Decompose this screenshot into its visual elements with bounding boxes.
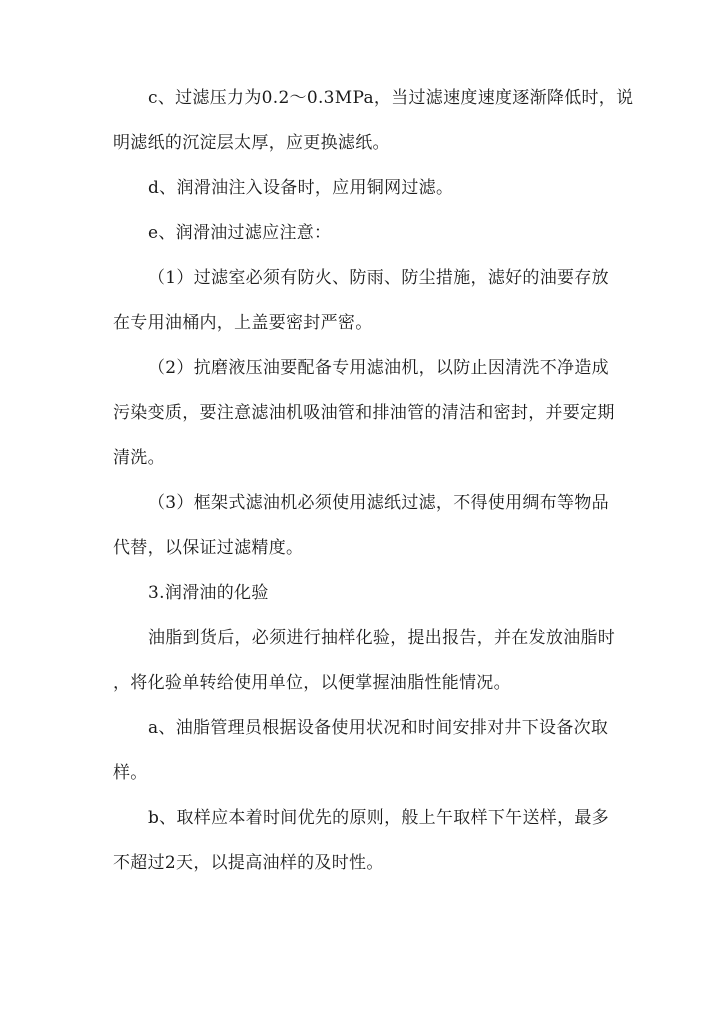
text-line-item-3-continued: 代替，以保证过滤精度。 (113, 538, 304, 558)
text-line-b-sampling-time: b、取样应本着时间优先的原则，般上午取样下午送样，最多 (148, 808, 609, 828)
text-line-a-sampling: a、油脂管理员根据设备使用状况和时间安排对井下设备次取 (148, 718, 609, 738)
text-line-item-2-end: 清洗。 (113, 448, 165, 468)
text-line-d-copper-mesh: d、润滑油注入设备时，应用铜网过滤。 (148, 178, 454, 198)
text-line-item-2: （2）抗磨液压油要配备专用滤油机，以防止因清洗不净造成 (148, 358, 609, 378)
text-line-item-2-continued: 污染变质，要注意滤油机吸油管和排油管的清洁和密封，并要定期 (113, 403, 615, 423)
text-line-c-continued: 明滤纸的沉淀层太厚，应更换滤纸。 (113, 133, 390, 153)
text-line-item-1: （1）过滤室必须有防火、防雨、防尘措施，滤好的油要存放 (148, 268, 609, 288)
text-line-grease-arrival: 油脂到货后，必须进行抽样化验，提出报告，并在发放油脂时 (148, 628, 616, 648)
text-line-b-continued: 不超过2天，以提高油样的及时性。 (113, 853, 384, 873)
text-line-e-heading: e、润滑油过滤应注意： (148, 223, 332, 243)
text-line-a-continued: 样。 (113, 763, 148, 783)
text-line-grease-continued: ，将化验单转给使用单位，以便掌握油脂性能情况。 (113, 673, 511, 693)
section-heading-oil-testing: 3.润滑油的化验 (148, 583, 269, 603)
text-line-item-1-continued: 在专用油桶内，上盖要密封严密。 (113, 313, 373, 333)
text-line-item-3: （3）框架式滤油机必须使用滤纸过滤，不得使用绸布等物品 (148, 493, 609, 513)
text-line-c-filter-pressure: c、过滤压力为0.2～0.3MPa，当过滤速度速度逐渐降低时，说 (148, 88, 634, 108)
